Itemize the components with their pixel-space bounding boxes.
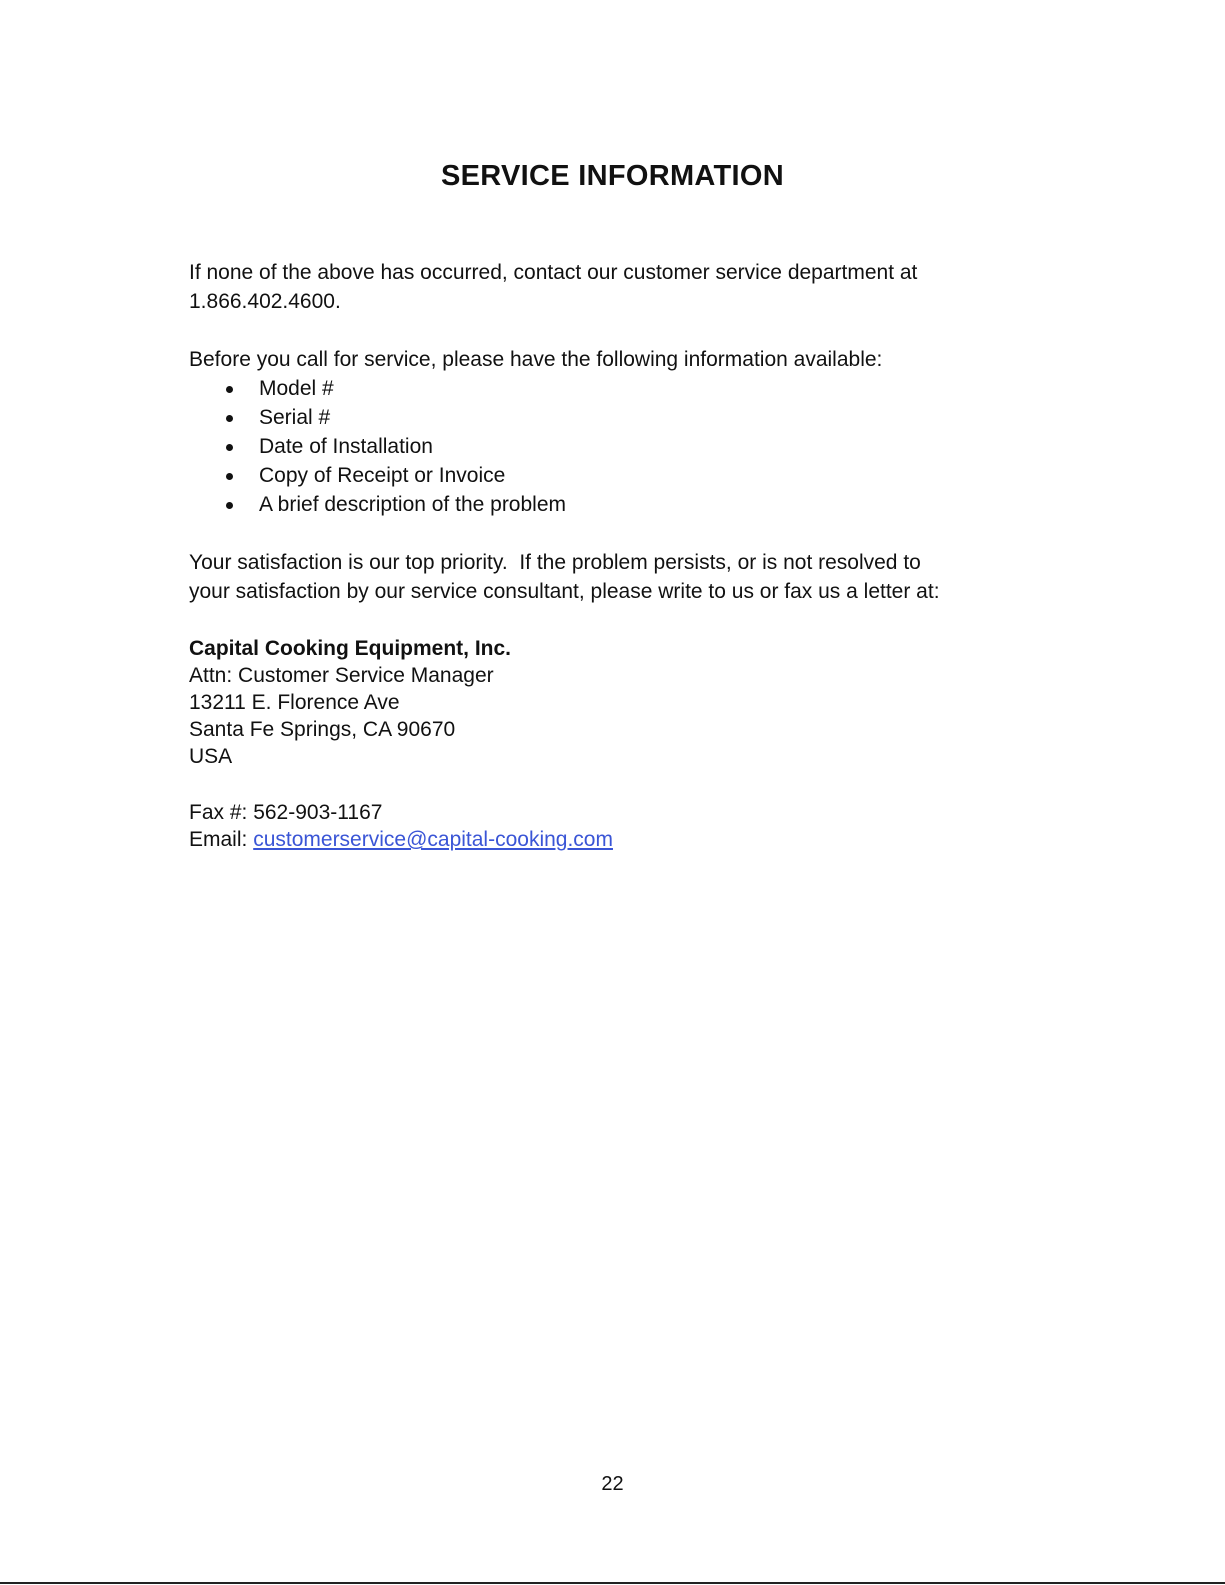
- bottom-border: [0, 1582, 1225, 1584]
- list-item-text: Date of Installation: [259, 435, 433, 458]
- address-street: 13211 E. Florence Ave: [189, 691, 400, 714]
- address-city: Santa Fe Springs, CA 90670: [189, 718, 456, 741]
- list-item-text: Serial #: [259, 406, 331, 429]
- mailing-address: [189, 635, 1069, 770]
- list-item-text: Copy of Receipt or Invoice: [259, 464, 506, 487]
- list-item: [189, 432, 1069, 461]
- spacer: [189, 519, 1069, 548]
- address-attn: Attn: Customer Service Manager: [189, 664, 494, 687]
- bullet-icon: [226, 502, 233, 509]
- satisfaction-line-1: Your satisfaction is our top priority. If the problem persists, or is not resolved to: [189, 551, 921, 574]
- spacer: [189, 770, 1069, 799]
- fax-label: Fax #:: [189, 801, 248, 824]
- page-content: [189, 258, 1069, 853]
- list-item: [189, 490, 1069, 519]
- fax-number: 562-903-1167: [253, 801, 383, 824]
- spacer: [189, 606, 1069, 635]
- satisfaction-line-2: your satisfaction by our service consultant, please write to us or fax us a letter at:: [189, 580, 940, 603]
- list-item: [189, 461, 1069, 490]
- before-call-text: Before you call for service, please have the following information available:: [189, 348, 883, 371]
- list-item: [189, 374, 1069, 403]
- email-link[interactable]: customerservice@capital-cooking.com: [253, 828, 613, 851]
- bullet-icon: [226, 386, 233, 393]
- page-number: 22: [601, 1473, 624, 1495]
- bullet-icon: [226, 473, 233, 480]
- intro-line-2: 1.866.402.4600.: [189, 290, 341, 313]
- intro-line-1: If none of the above has occurred, contact our customer service department at: [189, 261, 918, 284]
- email-line: [189, 826, 1069, 853]
- page-title: SERVICE INFORMATION: [441, 160, 784, 192]
- list-item-text: Model #: [259, 377, 334, 400]
- spacer: [189, 316, 1069, 345]
- fax-line: [189, 799, 1069, 826]
- required-info-list: [189, 374, 1069, 519]
- bullet-icon: [226, 415, 233, 422]
- email-label: Email:: [189, 828, 248, 851]
- address-country: USA: [189, 745, 233, 768]
- list-item: [189, 403, 1069, 432]
- company-name: Capital Cooking Equipment, Inc.: [189, 637, 512, 660]
- list-item-text: A brief description of the problem: [259, 493, 567, 516]
- bullet-icon: [226, 444, 233, 451]
